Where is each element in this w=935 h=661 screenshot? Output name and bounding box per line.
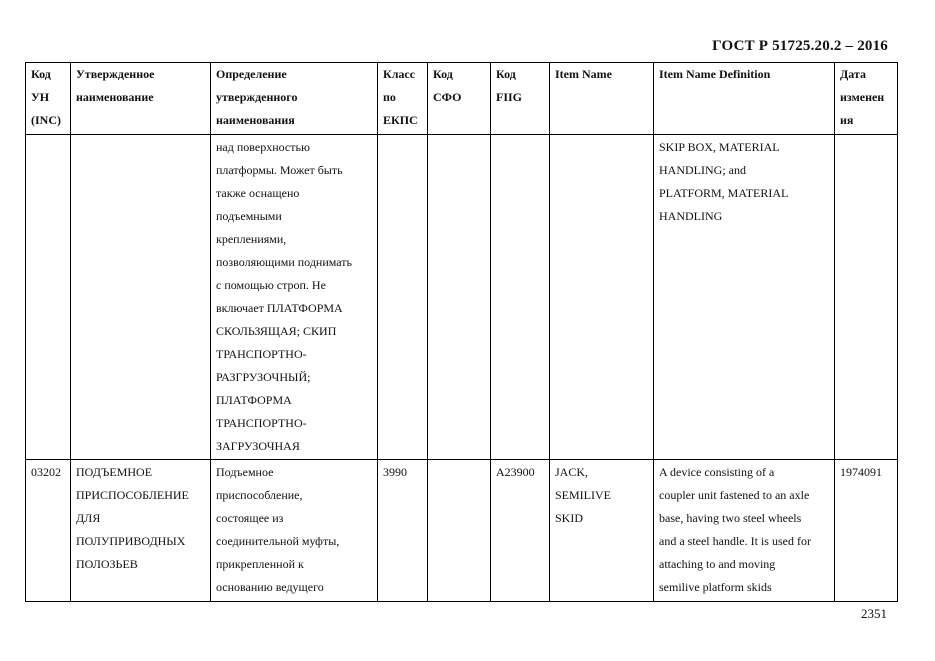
col-header-fiig: Код FIIG — [491, 63, 550, 135]
cell-date — [835, 460, 898, 602]
cell-fiig-text: A23900 — [496, 465, 535, 479]
cell-item-definition-text: A device consisting of a coupler unit fastened to an axle base, having two steel wheels and a steel handle. It is used for attaching to and moving semilive platform skids — [659, 465, 811, 594]
table-row — [26, 460, 898, 602]
cell-definition-text: Подъемное приспособление, состоящее из соединительной муфты, прикрепленной к основанию ведущего — [216, 465, 340, 594]
table-row — [26, 135, 898, 460]
col-header-item-name-definition: Item Name Definition — [654, 63, 835, 135]
cell-item-definition — [654, 135, 835, 460]
cell-name-text: ПОДЪЕМНОЕ ПРИСПОСОБЛЕНИЕ ДЛЯ ПОЛУПРИВОДНЫХ ПОЛОЗЬЕВ — [76, 465, 189, 571]
cell-class — [378, 135, 428, 460]
col-header-inc: Код УН (INC) — [26, 63, 71, 135]
col-header-approved-name: Утвержденное наименование — [71, 63, 211, 135]
cell-date — [835, 135, 898, 460]
cell-class — [378, 460, 428, 602]
cell-date-text: 1974091 — [840, 465, 882, 479]
col-header-item-name: Item Name — [550, 63, 654, 135]
table-header-row — [26, 63, 898, 135]
cell-definition-text: над поверхностью платформы. Может быть также оснащено подъемными креплениями, позволяющими поднимать с помощью строп. Не включает ПЛАТФОРМА СКОЛЬЗЯЩАЯ; СКИП ТРАНСПОРТНО- РАЗГРУЗОЧНЫЙ; ПЛАТФОРМА ТРАНСПОРТНО- ЗАГРУЗОЧНАЯ — [216, 140, 353, 453]
cell-item-name — [550, 460, 654, 602]
page-number: 2351 — [861, 606, 887, 621]
col-header-definition: Определение утвержденного наименования — [211, 63, 378, 135]
cell-item-name-text: JACK, SEMILIVE SKID — [555, 465, 611, 525]
cell-sfo — [428, 460, 491, 602]
cell-fiig — [491, 460, 550, 602]
cell-name — [71, 460, 211, 602]
cell-definition — [211, 135, 378, 460]
cell-item-definition-text: SKIP BOX, MATERIAL HANDLING; and PLATFORM, MATERIAL HANDLING — [659, 140, 789, 223]
col-header-class: Класс по ЕКПС — [378, 63, 428, 135]
document-title: ГОСТ Р 51725.20.2 – 2016 — [712, 38, 888, 54]
cell-item-name — [550, 135, 654, 460]
cell-inc — [26, 460, 71, 602]
catalog-table — [25, 62, 898, 602]
cell-inc — [26, 135, 71, 460]
cell-fiig — [491, 135, 550, 460]
cell-sfo — [428, 135, 491, 460]
cell-class-text: 3990 — [383, 465, 407, 479]
cell-definition — [211, 460, 378, 602]
col-header-sfo: Код СФО — [428, 63, 491, 135]
col-header-change-date: Дата изменен ия — [835, 63, 898, 135]
cell-name — [71, 135, 211, 460]
cell-item-definition — [654, 460, 835, 602]
cell-inc-text: 03202 — [31, 465, 61, 479]
